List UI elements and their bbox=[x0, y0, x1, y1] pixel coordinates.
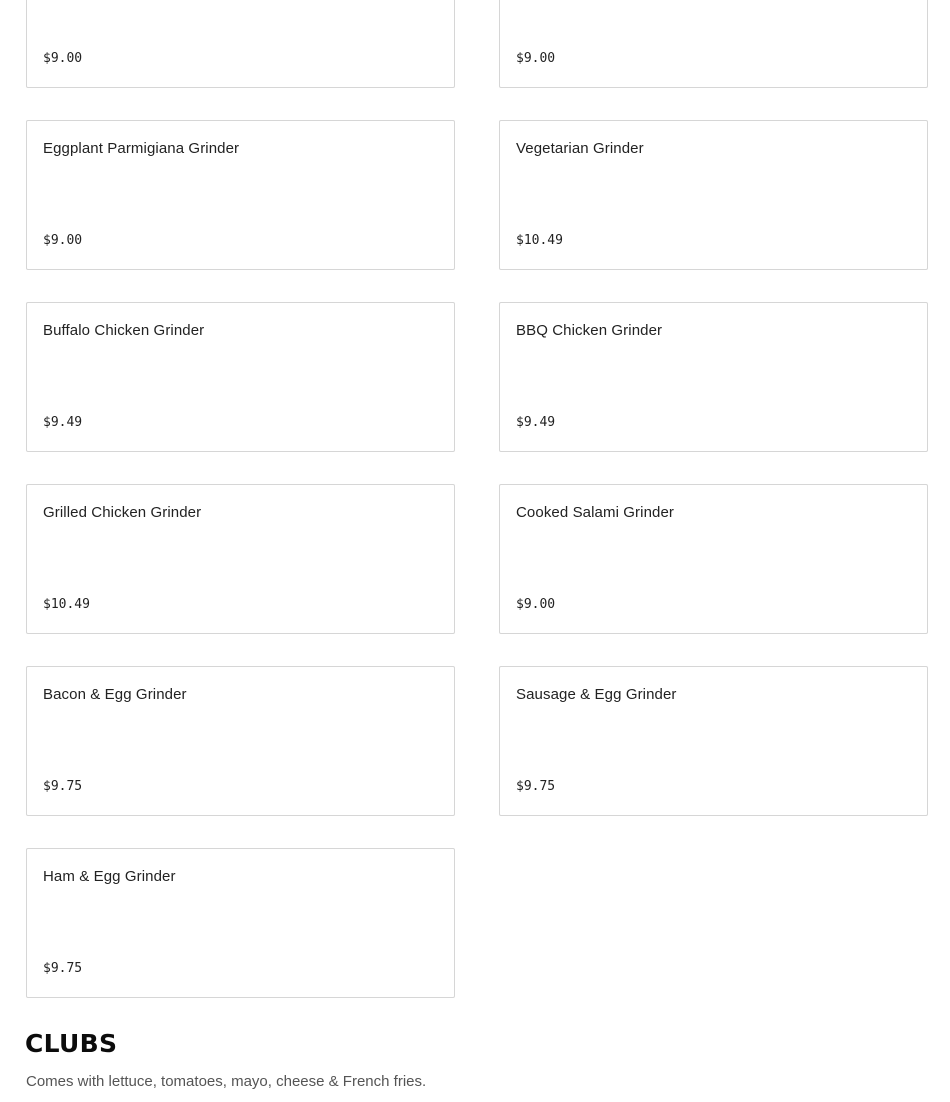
menu-item-price: $9.49 bbox=[43, 415, 83, 430]
menu-item-price: $9.49 bbox=[516, 415, 556, 430]
menu-item-price: $9.75 bbox=[516, 779, 556, 794]
menu-item-card[interactable] bbox=[499, 484, 928, 634]
menu-item-name: BBQ Chicken Grinder bbox=[516, 322, 663, 339]
menu-item-price: $10.49 bbox=[43, 597, 90, 612]
menu-item-card[interactable] bbox=[26, 120, 455, 270]
menu-item-price: $10.49 bbox=[516, 233, 563, 248]
menu-item-name: Vegetarian Grinder bbox=[516, 140, 644, 157]
menu-item-name: Grilled Chicken Grinder bbox=[43, 504, 202, 521]
menu-item-card[interactable] bbox=[26, 848, 455, 998]
menu-item-name: Bacon & Egg Grinder bbox=[43, 686, 187, 703]
menu-item-card[interactable] bbox=[499, 302, 928, 452]
menu-item-price: $9.75 bbox=[43, 779, 83, 794]
menu-item-name: Cooked Salami Grinder bbox=[516, 504, 675, 521]
menu-item-card[interactable] bbox=[26, 0, 455, 88]
menu-item-card[interactable] bbox=[26, 302, 455, 452]
menu-item-card[interactable] bbox=[499, 120, 928, 270]
menu-item-price: $9.00 bbox=[516, 51, 556, 66]
section-description: Comes with lettuce, tomatoes, mayo, cheese & French fries. bbox=[26, 1073, 427, 1090]
menu-item-price: $9.00 bbox=[516, 597, 556, 612]
menu-item-price: $9.00 bbox=[43, 51, 83, 66]
menu-item-grid bbox=[26, 0, 928, 998]
menu-item-price: $9.75 bbox=[43, 961, 83, 976]
menu-item-name: Eggplant Parmigiana Grinder bbox=[43, 140, 240, 157]
section-title: CLUBS bbox=[25, 1029, 118, 1058]
menu-item-price: $9.00 bbox=[43, 233, 83, 248]
menu-item-card[interactable] bbox=[26, 666, 455, 816]
menu-item-card[interactable] bbox=[499, 0, 928, 88]
menu-item-name: Sausage & Egg Grinder bbox=[516, 686, 677, 703]
menu-item-card[interactable] bbox=[499, 666, 928, 816]
menu-item-name: Ham & Egg Grinder bbox=[43, 868, 176, 885]
menu-item-card[interactable] bbox=[26, 484, 455, 634]
menu-item-name: Buffalo Chicken Grinder bbox=[43, 322, 205, 339]
